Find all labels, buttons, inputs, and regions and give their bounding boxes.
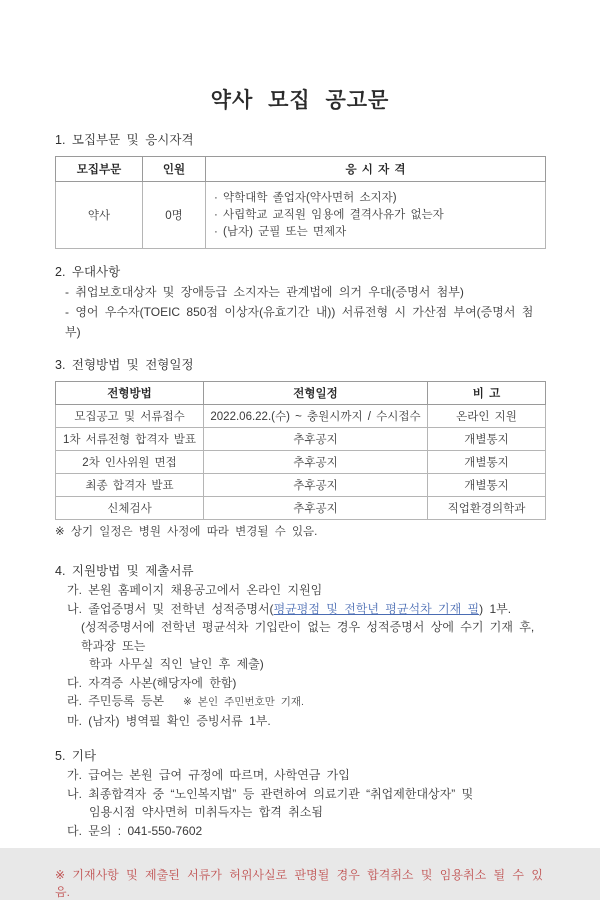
- section2-heading: 2. 우대사항: [55, 265, 121, 279]
- table-row: [56, 405, 546, 428]
- section1-heading: 1. 모집부문 및 응시자격: [55, 133, 194, 147]
- section4-heading: 4. 지원방법 및 제출서류: [55, 564, 194, 578]
- table-row: [56, 497, 546, 520]
- cell-method: 최종 합격자 발표: [56, 474, 204, 497]
- table-row: [56, 451, 546, 474]
- cell-remarks: 온라인 지원: [428, 405, 546, 428]
- header-method: 전형방법: [56, 382, 204, 405]
- cell-part: 약사: [56, 182, 143, 249]
- qualification-line: · 약학대학 졸업자(약사면허 소지자): [214, 191, 397, 204]
- table-row: [56, 474, 546, 497]
- apply-item-na-suffix: ) 1부.: [479, 601, 512, 616]
- cell-remarks: 개별통지: [428, 428, 546, 451]
- cell-schedule: 2022.06.22.(수) ~ 충원시까지 / 수시접수: [204, 405, 428, 428]
- falsification-warning: ※ 기재사항 및 제출된 서류가 허위사실로 판명될 경우 합격취소 및 임용취소 될 수 있음.: [55, 868, 543, 899]
- cell-schedule: 추후공지: [204, 451, 428, 474]
- header-qualification: 응 시 자 격: [206, 157, 546, 182]
- etc-item-na-line1: 나. 최종합격자 중 “노인복지법” 등 관련하여 의료기관 “취업제한대상자” 및: [67, 786, 474, 801]
- cell-method: 1차 서류전형 합격자 발표: [56, 428, 204, 451]
- cell-schedule: 추후공지: [204, 497, 428, 520]
- schedule-note: ※ 상기 일정은 병원 사정에 따라 변경될 수 있음.: [55, 526, 318, 538]
- cell-method: 2차 인사위원 면접: [56, 451, 204, 474]
- header-remarks: 비 고: [428, 382, 546, 405]
- qualification-line: · 사립학교 교직원 임용에 결격사유가 없는자: [214, 208, 444, 221]
- table-row: [56, 182, 546, 249]
- header-headcount: 인원: [143, 157, 206, 182]
- cell-schedule: 추후공지: [204, 474, 428, 497]
- cell-remarks: 개별통지: [428, 474, 546, 497]
- cell-schedule: 추후공지: [204, 428, 428, 451]
- cell-method: 모집공고 및 서류접수: [56, 405, 204, 428]
- apply-item-ra-note: ※ 본인 주민번호만 기재.: [183, 696, 304, 708]
- apply-item-na-sub2: 학과 사무실 직인 날인 후 제출): [89, 657, 264, 671]
- schedule-table-header-row: [56, 382, 546, 405]
- apply-item-na-sub1: (성적증명서에 전학년 평균석차 기입란이 없는 경우 성적증명서 상에 수기 기재 후, 학과장 또는: [81, 620, 535, 653]
- cell-count: 0명: [143, 182, 206, 249]
- header-schedule: 전형일정: [204, 382, 428, 405]
- schedule-table: [55, 381, 546, 520]
- recruitment-table-header-row: [56, 157, 546, 182]
- preference-item: - 취업보호대상자 및 장애등급 소지자는 관계법에 의거 우대(증명서 첨부): [65, 285, 464, 299]
- apply-item-ma: 마. (남자) 병역필 확인 증빙서류 1부.: [67, 713, 271, 728]
- cell-remarks: 개별통지: [428, 451, 546, 474]
- transcript-requirement-link: 평균평점 및 전학년 평균석차 기재 필: [273, 601, 480, 616]
- section5-heading: 5. 기타: [55, 749, 97, 763]
- apply-item-ra: [55, 692, 545, 712]
- apply-item-ga: 가. 본원 홈페이지 채용공고에서 온라인 지원임: [67, 583, 323, 597]
- page-title: 약사 모집 공고문: [210, 89, 390, 112]
- apply-item-da: 다. 자격증 사본(해당자에 한함): [67, 675, 237, 690]
- cell-qualifications: [206, 182, 546, 249]
- apply-item-ra-text: 라. 주민등록 등본: [67, 694, 165, 708]
- preference-item: - 영어 우수자(TOEIC 850점 이상자(유효기간 내)) 서류전형 시 가산점 부여(증명서 첨부): [65, 305, 534, 339]
- cell-remarks: 직업환경의학과: [428, 497, 546, 520]
- apply-item-na: [55, 600, 545, 619]
- apply-item-na-prefix: 나. 졸업증명서 및 전학년 성적증명서(: [67, 601, 274, 616]
- etc-item-ga: 가. 급여는 본원 급여 규정에 따르며, 사학연금 가입: [67, 768, 350, 782]
- etc-item-na-line2: 임용시점 약사면허 미취득자는 합격 취소됨: [89, 805, 323, 819]
- qualification-line: · (남자) 군필 또는 면제자: [214, 225, 347, 238]
- etc-item-da: 다. 문의 : 041-550-7602: [67, 823, 203, 838]
- section3-heading: 3. 전형방법 및 전형일정: [55, 358, 194, 372]
- table-row: [56, 428, 546, 451]
- cell-method: 신체검사: [56, 497, 204, 520]
- header-recruit-part: 모집부문: [56, 157, 143, 182]
- recruitment-table: [55, 156, 546, 249]
